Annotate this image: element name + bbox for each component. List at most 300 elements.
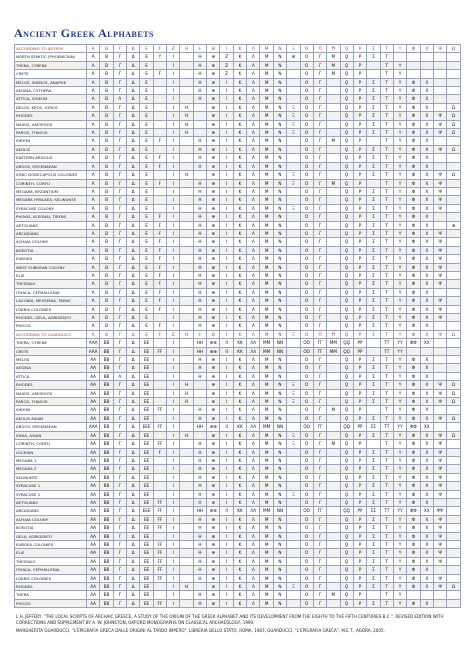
letter-form: Γ xyxy=(113,347,126,355)
letter-form: Μ xyxy=(260,591,273,599)
letter-form: Η xyxy=(180,583,193,591)
letter-form: ⊕⊕ xyxy=(207,423,220,431)
letter-form: Α xyxy=(87,95,100,103)
letter-form xyxy=(433,498,446,506)
letter-form xyxy=(327,213,340,221)
letter-form: Λ xyxy=(247,490,260,498)
letter-form: Γ xyxy=(113,221,126,229)
letter-form: ⊕ xyxy=(207,406,220,414)
letter-form: Σ xyxy=(367,364,380,372)
table-row xyxy=(15,465,461,473)
letter-form: Β xyxy=(100,120,113,128)
region-name: CRETE xyxy=(15,347,87,355)
letter-form: Ν xyxy=(273,574,286,582)
letter-form: Ϙ xyxy=(340,162,353,170)
letter-form: ΒΒ xyxy=(100,574,113,582)
letter-form: Ο xyxy=(300,448,313,456)
letter-form: Ρ xyxy=(353,204,366,212)
letter-form: Τ xyxy=(380,549,393,557)
letter-form xyxy=(447,95,460,103)
letter-form: Η xyxy=(193,246,206,254)
letter-form: Ι xyxy=(220,187,233,195)
letter-form: Ι xyxy=(167,339,180,347)
letter-form: Λ xyxy=(247,204,260,212)
letter-form: Η xyxy=(193,305,206,313)
letter-form: Ν xyxy=(273,238,286,246)
letter-form: Ι xyxy=(220,490,233,498)
letter-form: Ι xyxy=(220,591,233,599)
letter-form: Ο xyxy=(300,389,313,397)
letter-form: Ι xyxy=(220,162,233,170)
letter-form: Τ xyxy=(380,574,393,582)
letter-form xyxy=(433,356,446,364)
table-row xyxy=(15,255,461,263)
letter-form: ⊕ xyxy=(207,549,220,557)
letter-form xyxy=(180,271,193,279)
letter-form: Α xyxy=(87,61,100,69)
letter-form xyxy=(153,364,166,372)
letter-form xyxy=(420,70,433,78)
letter-form: Δ xyxy=(127,498,140,506)
letter-form: Ο xyxy=(300,473,313,481)
letter-form: Κ xyxy=(233,129,246,137)
letter-form: Ρ xyxy=(353,448,366,456)
letter-form: Η xyxy=(193,524,206,532)
table-row xyxy=(15,112,461,120)
letter-form xyxy=(287,423,300,431)
letter-form: Γ xyxy=(113,498,126,506)
letter-form xyxy=(153,431,166,439)
letter-form: Κ xyxy=(233,305,246,313)
letter-form: Κ xyxy=(233,356,246,364)
letter-form: ΑΑΑ xyxy=(87,339,100,347)
letter-form: Ϝ xyxy=(153,271,166,279)
column-letter: Ψ xyxy=(433,45,446,53)
letter-form: Σ xyxy=(367,398,380,406)
letter-form: Α xyxy=(87,213,100,221)
column-letter: Ρ xyxy=(353,45,366,53)
letter-form: Ϝ xyxy=(153,280,166,288)
letter-form: Ρ xyxy=(353,574,366,582)
letter-form: Μ xyxy=(260,129,273,137)
letter-form: Ι xyxy=(220,465,233,473)
table-row xyxy=(15,246,461,254)
letter-form: Ι xyxy=(220,431,233,439)
letter-form: Μ xyxy=(260,448,273,456)
letter-form: Μ xyxy=(260,557,273,565)
letter-form: Η xyxy=(180,103,193,111)
letter-form: Φ xyxy=(407,171,420,179)
letter-form: Ϙ xyxy=(340,356,353,364)
letter-form: Λ xyxy=(247,187,260,195)
letter-form: Ϙ xyxy=(340,196,353,204)
letter-form: Ι xyxy=(167,238,180,246)
letter-form: Μ xyxy=(260,322,273,330)
letter-form: Φ xyxy=(407,515,420,523)
letter-form: Ϙ xyxy=(340,61,353,69)
letter-form xyxy=(327,322,340,330)
table-row xyxy=(15,129,461,137)
letter-form: Κ xyxy=(233,87,246,95)
letter-form: Τ xyxy=(380,566,393,574)
letter-form: Ο xyxy=(300,196,313,204)
letter-form xyxy=(180,221,193,229)
table-row xyxy=(15,498,461,506)
letter-form: Ψ xyxy=(433,171,446,179)
letter-form: ΒΒ xyxy=(100,431,113,439)
letter-form: ΒΒ xyxy=(100,599,113,607)
table-row xyxy=(15,61,461,69)
letter-form: Μ xyxy=(260,440,273,448)
table-row xyxy=(15,87,461,95)
column-letter: Τ xyxy=(380,330,393,338)
letter-form: ΕΕ xyxy=(140,414,153,422)
letter-form: Ψ xyxy=(433,557,446,565)
letter-form: ⊕ xyxy=(207,372,220,380)
region-name: LOCRIAN xyxy=(15,448,87,456)
letter-form xyxy=(433,347,446,355)
letter-form: Χ xyxy=(420,448,433,456)
letter-form: Τ xyxy=(380,599,393,607)
letter-form xyxy=(327,263,340,271)
letter-form: Ρ xyxy=(353,406,366,414)
letter-form: Χ xyxy=(420,389,433,397)
letter-form: Λ xyxy=(247,145,260,153)
letter-form: Χ xyxy=(420,482,433,490)
letter-form: ΕΕ xyxy=(140,456,153,464)
letter-form: Τ xyxy=(380,465,393,473)
letter-form: Ι xyxy=(220,473,233,481)
letter-form: Ι xyxy=(167,431,180,439)
letter-form: Ο xyxy=(300,255,313,263)
letter-form: Ρ xyxy=(353,532,366,540)
letter-form: ΑΑ xyxy=(87,524,100,532)
letter-form: Ι xyxy=(167,280,180,288)
letter-form: Ϙ xyxy=(340,288,353,296)
letter-form: Η xyxy=(193,372,206,380)
letter-form xyxy=(447,549,460,557)
letter-form: Ι xyxy=(167,221,180,229)
letter-form: Δ xyxy=(127,112,140,120)
letter-form: Χ xyxy=(420,162,433,170)
letter-form: Β xyxy=(100,271,113,279)
letter-form: Κ xyxy=(233,78,246,86)
letter-form: Μ xyxy=(327,406,340,414)
letter-form: ΚΚ xyxy=(233,347,246,355)
letter-form xyxy=(153,204,166,212)
letter-form xyxy=(327,162,340,170)
letter-form: Ι xyxy=(167,246,180,254)
letter-form: Λ xyxy=(247,456,260,464)
letter-form: Ι xyxy=(167,53,180,61)
letter-form: Μ xyxy=(260,599,273,607)
letter-form: Φ xyxy=(407,574,420,582)
letter-form: ⊕ xyxy=(207,129,220,137)
letter-form xyxy=(180,372,193,380)
letter-form: Λ xyxy=(247,238,260,246)
letter-form: Δ xyxy=(127,356,140,364)
letter-form: Λ xyxy=(247,103,260,111)
letter-form: Ε xyxy=(140,322,153,330)
letter-form xyxy=(327,238,340,246)
letter-form: Ϙ xyxy=(340,87,353,95)
letter-form xyxy=(327,95,340,103)
letter-form: Τ xyxy=(380,381,393,389)
letter-form: Ν xyxy=(273,372,286,380)
letter-form: Υ xyxy=(393,154,406,162)
letter-form: ⊕ xyxy=(207,95,220,103)
letter-form: ΑΑ xyxy=(87,414,100,422)
letter-form: Μ xyxy=(260,179,273,187)
letter-form: Γ xyxy=(113,213,126,221)
letter-form xyxy=(180,70,193,78)
letter-form xyxy=(180,339,193,347)
letter-form xyxy=(180,482,193,490)
letter-form: Ε xyxy=(140,221,153,229)
letter-form: Ι xyxy=(167,566,180,574)
letter-form: Δ xyxy=(127,221,140,229)
letter-form: Τ xyxy=(380,162,393,170)
letter-form xyxy=(327,255,340,263)
letter-form: Ν xyxy=(273,414,286,422)
letter-form xyxy=(447,591,460,599)
letter-form: Τ xyxy=(380,154,393,162)
letter-form: Ι xyxy=(167,532,180,540)
letter-form: Λ xyxy=(247,53,260,61)
letter-form xyxy=(180,145,193,153)
letter-form: Ϝ xyxy=(153,70,166,78)
letter-form: Κ xyxy=(233,515,246,523)
letter-form: ΕΕ xyxy=(140,356,153,364)
table-row xyxy=(15,196,461,204)
letter-form xyxy=(153,129,166,137)
letter-form: ΒΒ xyxy=(100,507,113,515)
letter-form: ΑΑ xyxy=(87,381,100,389)
letter-form xyxy=(447,246,460,254)
letter-form: Λ xyxy=(247,372,260,380)
letter-form: ΡΡ xyxy=(353,347,366,355)
letter-form: Τ xyxy=(380,280,393,288)
letter-form xyxy=(420,347,433,355)
letter-form: Ν xyxy=(273,314,286,322)
letter-form xyxy=(447,53,460,61)
letter-form: Ε xyxy=(140,154,153,162)
letter-form: ⊕ xyxy=(207,204,220,212)
letter-form xyxy=(180,288,193,296)
letter-form: Μ xyxy=(260,456,273,464)
letter-form: Ο xyxy=(300,515,313,523)
letter-form: Α xyxy=(87,297,100,305)
letter-form: Ε xyxy=(140,187,153,195)
letter-form: Ω xyxy=(447,145,460,153)
region-name: AEGINA, CYTHERA xyxy=(15,87,87,95)
letter-form xyxy=(153,465,166,473)
letter-form: Λ xyxy=(247,154,260,162)
letter-form: Τ xyxy=(380,456,393,464)
letter-form: Ψ xyxy=(433,246,446,254)
letter-form: Ε xyxy=(140,263,153,271)
letter-form: Ν xyxy=(273,465,286,473)
letter-form: Τ xyxy=(380,95,393,103)
letter-form: Φ xyxy=(407,440,420,448)
letter-form xyxy=(447,356,460,364)
letter-form: Α xyxy=(87,78,100,86)
letter-form: ⊕ xyxy=(207,465,220,473)
letter-form: Φ xyxy=(407,414,420,422)
letter-form: Ι xyxy=(167,364,180,372)
letter-form: Χ xyxy=(420,229,433,237)
letter-form: ΒΒ xyxy=(100,414,113,422)
letter-form xyxy=(287,70,300,78)
letter-form: Λ xyxy=(113,95,126,103)
table-row xyxy=(15,120,461,128)
letter-form: Ι xyxy=(167,204,180,212)
letter-form: Τ xyxy=(380,137,393,145)
region-name: LOKRIS COLONIES xyxy=(15,305,87,313)
letter-form: Γ xyxy=(113,314,126,322)
letter-form: Ψ xyxy=(433,381,446,389)
letter-form: ΑΑ xyxy=(87,440,100,448)
letter-form: Χ xyxy=(420,297,433,305)
letter-form: Δ xyxy=(127,61,140,69)
letter-form: ⊕ xyxy=(207,103,220,111)
letter-form: Ξ xyxy=(287,398,300,406)
letter-form: Ν xyxy=(273,448,286,456)
letter-form xyxy=(287,246,300,254)
letter-form: Γ xyxy=(313,456,326,464)
letter-form: Β xyxy=(100,196,113,204)
letter-form: Μ xyxy=(260,372,273,380)
letter-form: Μ xyxy=(260,406,273,414)
letter-form xyxy=(447,507,460,515)
letter-form: Τ xyxy=(380,103,393,111)
letter-form: ΚΚ xyxy=(233,507,246,515)
region-name: ATTICA, SIGEUM xyxy=(15,95,87,103)
letter-form: Δ xyxy=(127,473,140,481)
letter-form: Α xyxy=(87,196,100,204)
letter-form: Η xyxy=(193,297,206,305)
letter-form xyxy=(153,87,166,95)
letter-form: Η xyxy=(180,398,193,406)
letter-form: Ϙ xyxy=(340,448,353,456)
letter-form xyxy=(180,591,193,599)
letter-form: Ρ xyxy=(353,314,366,322)
letter-form xyxy=(433,364,446,372)
letter-form: Σ xyxy=(367,187,380,195)
letter-form: Σ xyxy=(367,171,380,179)
letter-form xyxy=(287,263,300,271)
letter-form: Ο xyxy=(300,583,313,591)
letter-form xyxy=(407,70,420,78)
letter-form: Ο xyxy=(300,263,313,271)
column-letter: Ͱ xyxy=(193,330,206,338)
letter-form: Ω xyxy=(447,381,460,389)
letter-form: Φ xyxy=(407,398,420,406)
letter-form xyxy=(180,238,193,246)
letter-form: Η xyxy=(193,314,206,322)
letter-form: Β xyxy=(100,297,113,305)
letter-form xyxy=(433,288,446,296)
letter-form: Λ xyxy=(113,372,126,380)
letter-form: Ο xyxy=(300,61,313,69)
letter-form: ΕΕ xyxy=(140,498,153,506)
letter-form: Τ xyxy=(380,179,393,187)
letter-form: ⊕ xyxy=(207,187,220,195)
letter-form: Ι xyxy=(167,271,180,279)
letter-form: Ψ xyxy=(433,473,446,481)
letter-form: Γ xyxy=(113,204,126,212)
alphabet-table xyxy=(14,44,461,608)
letter-form: ΑΑ xyxy=(87,372,100,380)
letter-form xyxy=(327,574,340,582)
letter-form: Ν xyxy=(273,490,286,498)
letter-form: Α xyxy=(87,238,100,246)
letter-form: Χ xyxy=(420,456,433,464)
letter-form: Κ xyxy=(233,171,246,179)
letter-form: ΒΒ xyxy=(100,364,113,372)
letter-form xyxy=(327,297,340,305)
letter-form: Μ xyxy=(260,465,273,473)
table-row xyxy=(15,145,461,153)
table-row xyxy=(15,398,461,406)
letter-form: Η xyxy=(193,263,206,271)
letter-form: Β xyxy=(100,280,113,288)
letter-form: ΒΒ xyxy=(100,583,113,591)
letter-form xyxy=(433,221,446,229)
letter-form: Λ xyxy=(247,566,260,574)
letter-form: Μ xyxy=(260,137,273,145)
letter-form xyxy=(287,448,300,456)
letter-form: Ϙ xyxy=(340,78,353,86)
table-row xyxy=(15,263,461,271)
letter-form: Τ xyxy=(380,271,393,279)
letter-form: ⊕ xyxy=(207,238,220,246)
region-name: ARCADIANS xyxy=(15,507,87,515)
letter-form: Λ xyxy=(247,196,260,204)
letter-form: Φ xyxy=(407,364,420,372)
letter-form xyxy=(327,490,340,498)
letter-form: Ξ xyxy=(287,440,300,448)
letter-form: Κ xyxy=(233,221,246,229)
letter-form: Β xyxy=(100,322,113,330)
letter-form: Η xyxy=(193,364,206,372)
letter-form xyxy=(180,507,193,515)
letter-form: Κ xyxy=(233,137,246,145)
letter-form xyxy=(287,162,300,170)
letter-form: Ι xyxy=(167,288,180,296)
letter-form: Ι xyxy=(167,574,180,582)
letter-form: Ι xyxy=(220,246,233,254)
letter-form: Χ xyxy=(420,490,433,498)
region-name: THESSALY xyxy=(15,280,87,288)
letter-form: Γ xyxy=(313,515,326,523)
region-name: AEGINA xyxy=(15,364,87,372)
letter-form: ⊕ xyxy=(207,61,220,69)
letter-form: Ξ xyxy=(287,389,300,397)
letter-form xyxy=(287,557,300,565)
letter-form xyxy=(433,78,446,86)
letter-form: Γ xyxy=(313,263,326,271)
letter-form: Γ xyxy=(313,53,326,61)
column-letter: Ϝ xyxy=(153,45,166,53)
letter-form: Τ xyxy=(380,112,393,120)
letter-form: Ε xyxy=(140,162,153,170)
letter-form: Ι xyxy=(167,524,180,532)
letter-form xyxy=(180,599,193,607)
letter-form: Ρ xyxy=(353,498,366,506)
letter-form: Ψ xyxy=(433,238,446,246)
letter-form: Η xyxy=(193,271,206,279)
